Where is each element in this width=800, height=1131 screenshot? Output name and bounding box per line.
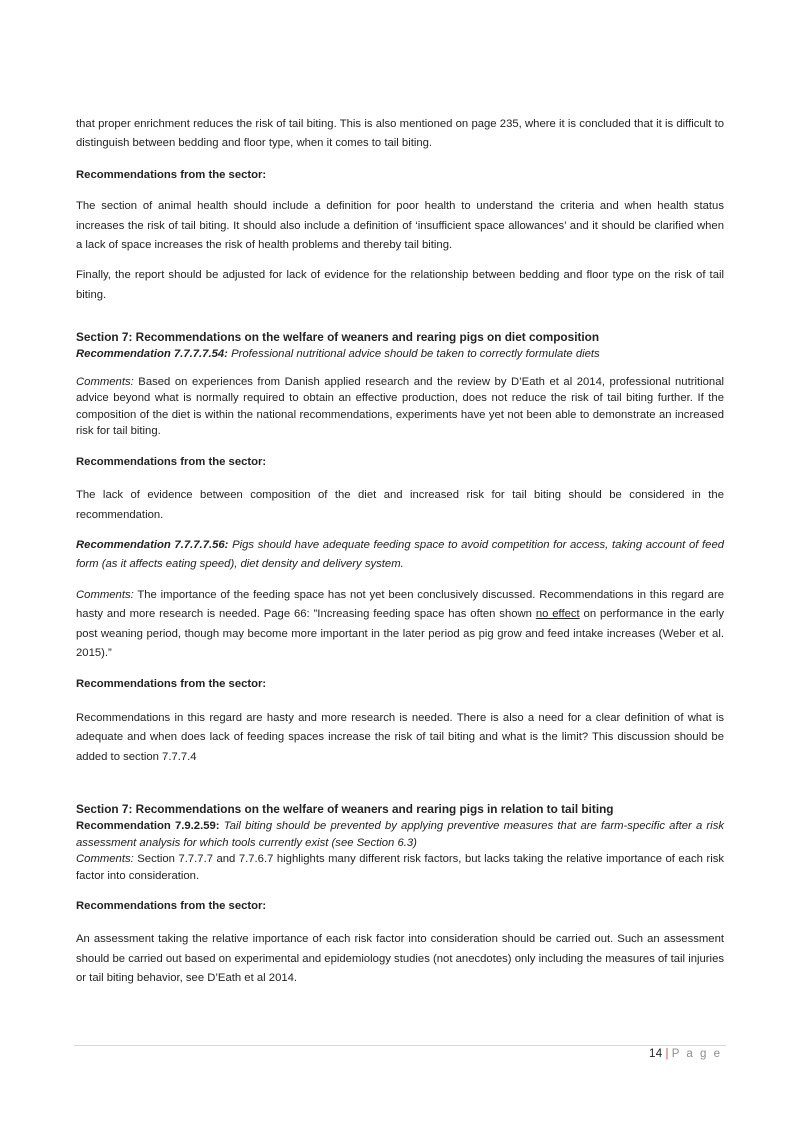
page-footer [649,1048,722,1060]
recommendation-line [76,818,724,851]
section-label: Section 7: [76,330,133,345]
section-title: Recommendations on the welfare of weaners and rearing pigs on diet composition [132,330,600,345]
section-title: Recommendations on the welfare of weaners and rearing pigs in relation to tail biting [132,802,614,817]
sector-heading: Recommendations from the sector: [76,455,267,468]
sector-heading: Recommendations from the sector: [76,900,267,913]
recommendation-2-text: Pigs should have adequate feeding space to avoid competition for access, taking account of feed form (as it affects eating speed), diet density and delivery system. [76,538,725,571]
section-diet-composition [76,329,724,767]
comments-2-paragraph [76,586,724,664]
comments-text: Section 7.7.7.7 and 7.7.6.7 highlights many different risk factors, but lacks taking the relative importance of each risk factor into consideration. [76,853,724,882]
comments-2-label: Comments: [76,588,134,601]
document-page [76,115,724,989]
page-number: 14 [649,1048,663,1060]
comments-2-underlined: no effect [535,608,580,621]
recommendation-text: Professional nutritional advice should be taken to correctly formulate diets [227,348,600,361]
section-label: Section 7: [76,802,133,817]
comments-paragraph [76,374,724,440]
block1-paragraph-1: The section of animal health should include a definition for poor health to understand the criteria and when health status increases the risk of tail biting. It should also include a definition of ‘insufficient space allowances’ and it should be clarified when a lack of space increases the risk of health problems and thereby tail biting. [76,200,724,252]
footer-divider [74,1045,726,1046]
comments-text: Based on experiences from Danish applied research and the review by D’Eath et al 2014, professional nutritional advice beyond what is normally required to obtain an effective production, does not reduce the risk of tail biting further. If the composition of the diet is within the national recommendations, experiments have yet not been able to demonstrate an increased risk for tail biting. [76,375,724,438]
recommendation-line [76,346,724,363]
sector-text-2: Recommendations in this regard are hasty and more research is needed. There is also a need for a clear definition of what is adequate and when does lack of feeding spaces increase the risk of tail biting and what is the limit? This discussion should be added to section 7.7.7.4 [76,711,724,763]
comments-paragraph [76,851,724,884]
sector-heading-2: Recommendations from the sector: [76,678,267,691]
section-tail-biting [76,801,724,989]
block1-paragraph-2: Finally, the report should be adjusted for lack of evidence for the relationship between bedding and floor type on the risk of tail biting. [76,269,724,301]
recommendation-2-label: Recommendation 7.7.7.7.56: [76,538,229,551]
section-heading [76,801,724,818]
section-heading [76,329,724,346]
sector-text: The lack of evidence between composition of the diet and increased risk for tail biting should be considered in the recommendation. [76,489,724,521]
footer-separator: | [665,1048,669,1060]
comments-label: Comments: [76,853,134,866]
recommendation-2-paragraph [76,536,724,575]
block1-heading: Recommendations from the sector: [76,168,267,181]
recommendation-label: Recommendation 7.7.7.7.54: [76,348,228,361]
comments-2-text-b: on performance in the early post weaning period, though may become more important in the later period as pig grow and feed intake increases (Weber et al. 2015).” [76,608,724,659]
recommendation-text: Tail biting should be prevented by applying preventive measures that are farm-specific after a risk assessment analysis for which tools currently exist (see Section 6.3) [76,820,724,849]
page-label: P a g e [671,1048,722,1060]
comments-label: Comments: [76,375,134,388]
sector-text: An assessment taking the relative importance of each risk factor into consideration should be carried out. Such an assessment should be carried out based on experimental and epidemiology studies (not anecdotes) only including the measures of tail injuries or tail biting behavior, see D’Eath et al 2014. [76,933,724,985]
comments-2-text-a: The importance of the feeding space has not yet been conclusively discussed. Recommendations in this regard are hasty and more research is needed. Page 66: ”Increasing feeding space has often shown [76,588,724,621]
intro-paragraph: that proper enrichment reduces the risk of tail biting. This is also mentioned on page 235, where it is concluded that it is difficult to distinguish between bedding and floor type, when it comes to tail biting. [76,118,724,150]
recommendation-label: Recommendation 7.9.2.59: [76,820,220,833]
